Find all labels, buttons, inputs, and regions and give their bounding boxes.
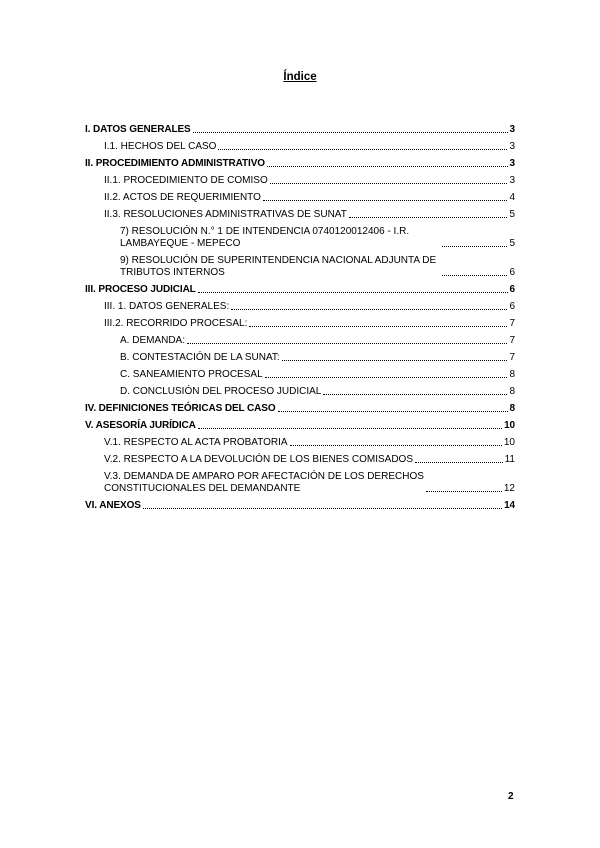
toc-entry-page: 7 — [509, 335, 515, 346]
table-of-contents — [85, 124, 515, 517]
toc-entry-page: 4 — [509, 192, 515, 203]
toc-entry[interactable] — [85, 420, 515, 432]
toc-entry-title: V.3. DEMANDA DE AMPARO POR AFECTACIÓN DE LOS DERECHOS CONSTITUCIONALES DEL DEMANDANTE — [104, 471, 424, 494]
toc-entry-title: III.2. RECORRIDO PROCESAL: — [104, 318, 248, 329]
dot-leader — [265, 377, 508, 378]
toc-entry-page: 3 — [509, 141, 515, 152]
toc-entry[interactable] — [85, 335, 515, 347]
dot-leader — [323, 394, 507, 395]
toc-entry-title: V.2. RESPECTO A LA DEVOLUCIÓN DE LOS BIENES COMISADOS — [104, 454, 413, 465]
dot-leader — [198, 428, 502, 429]
toc-entry-title: II.3. RESOLUCIONES ADMINISTRATIVAS DE SUNAT — [104, 209, 347, 220]
toc-entry[interactable] — [85, 192, 515, 204]
toc-entry[interactable] — [85, 369, 515, 381]
toc-entry[interactable] — [85, 500, 515, 512]
toc-entry[interactable] — [85, 403, 515, 415]
toc-entry[interactable] — [85, 301, 515, 313]
toc-entry-page: 10 — [503, 437, 515, 448]
page-number: 2 — [508, 791, 514, 802]
toc-entry-title: II.2. ACTOS DE REQUERIMIENTO — [104, 192, 261, 203]
toc-entry-title: 9) RESOLUCIÓN DE SUPERINTENDENCIA NACIONAL ADJUNTA DE TRIBUTOS INTERNOS — [120, 255, 437, 278]
toc-entry-page: 11 — [504, 454, 515, 465]
toc-entry[interactable] — [85, 158, 515, 170]
dot-leader — [349, 217, 508, 218]
toc-entry-page: 5 — [509, 209, 515, 220]
dot-leader — [442, 275, 507, 276]
dot-leader — [218, 149, 507, 150]
dot-leader — [267, 166, 508, 167]
toc-entry-page: 10 — [504, 420, 515, 431]
toc-entry-title: V.1. RESPECTO AL ACTA PROBATORIA — [104, 437, 288, 448]
toc-entry[interactable] — [85, 352, 515, 364]
toc-entry-title: A. DEMANDA: — [120, 335, 186, 346]
toc-entry[interactable] — [85, 209, 515, 221]
dot-leader — [143, 508, 502, 509]
toc-entry-title: IV. DEFINICIONES TEÓRICAS DEL CASO — [85, 403, 276, 414]
dot-leader — [193, 132, 508, 133]
toc-entry-title: II. PROCEDIMIENTO ADMINISTRATIVO — [85, 158, 265, 169]
toc-entry[interactable] — [85, 255, 515, 279]
toc-entry[interactable] — [85, 124, 515, 136]
toc-entry-page: 7 — [509, 318, 515, 329]
dot-leader — [278, 411, 508, 412]
toc-entry-page: 8 — [509, 403, 515, 414]
toc-entry[interactable] — [85, 226, 515, 250]
dot-leader — [290, 445, 502, 446]
toc-entry[interactable] — [85, 471, 515, 495]
toc-entry-page: 5 — [509, 238, 515, 249]
dot-leader — [198, 292, 508, 293]
toc-entry[interactable] — [85, 386, 515, 398]
toc-entry-title: I. DATOS GENERALES — [85, 124, 191, 135]
toc-entry[interactable] — [85, 284, 515, 296]
toc-entry-page: 8 — [509, 386, 515, 397]
toc-entry-title: I.1. HECHOS DEL CASO — [104, 141, 217, 152]
toc-entry-page: 7 — [509, 352, 515, 363]
toc-entry[interactable] — [85, 175, 515, 187]
toc-entry-page: 3 — [509, 175, 515, 186]
toc-entry-page: 6 — [509, 267, 515, 278]
toc-entry-title: B. CONTESTACIÓN DE LA SUNAT: — [120, 352, 280, 363]
dot-leader — [187, 343, 507, 344]
toc-entry-page: 6 — [509, 284, 515, 295]
dot-leader — [415, 462, 503, 463]
page-title: Índice — [283, 71, 317, 83]
toc-entry[interactable] — [85, 318, 515, 330]
toc-entry-title: V. ASESORÍA JURÍDICA — [85, 420, 196, 431]
dot-leader — [442, 246, 507, 247]
dot-leader — [249, 326, 507, 327]
toc-entry-title: III. 1. DATOS GENERALES: — [104, 301, 230, 312]
dot-leader — [263, 200, 508, 201]
toc-entry-page: 14 — [504, 500, 515, 511]
toc-entry-page: 12 — [503, 483, 515, 494]
toc-entry-title: D. CONCLUSIÓN DEL PROCESO JUDICIAL — [120, 386, 322, 397]
toc-entry-title: II.1. PROCEDIMIENTO DE COMISO — [104, 175, 268, 186]
toc-entry-title: III. PROCESO JUDICIAL — [85, 284, 196, 295]
toc-entry[interactable] — [85, 141, 515, 153]
toc-entry-title: C. SANEAMIENTO PROCESAL — [120, 369, 263, 380]
dot-leader — [282, 360, 508, 361]
toc-entry-page: 6 — [509, 301, 515, 312]
toc-entry-page: 3 — [509, 124, 515, 135]
toc-entry-title: 7) RESOLUCIÓN N.° 1 DE INTENDENCIA 0740120012406 - I.R. LAMBAYEQUE - MEPECO — [120, 226, 410, 249]
toc-entry-page: 8 — [509, 369, 515, 380]
toc-entry[interactable] — [85, 454, 515, 466]
dot-leader — [270, 183, 508, 184]
dot-leader — [231, 309, 507, 310]
toc-entry-page: 3 — [509, 158, 515, 169]
toc-entry-title: VI. ANEXOS — [85, 500, 141, 511]
toc-entry[interactable] — [85, 437, 515, 449]
dot-leader — [426, 491, 502, 492]
